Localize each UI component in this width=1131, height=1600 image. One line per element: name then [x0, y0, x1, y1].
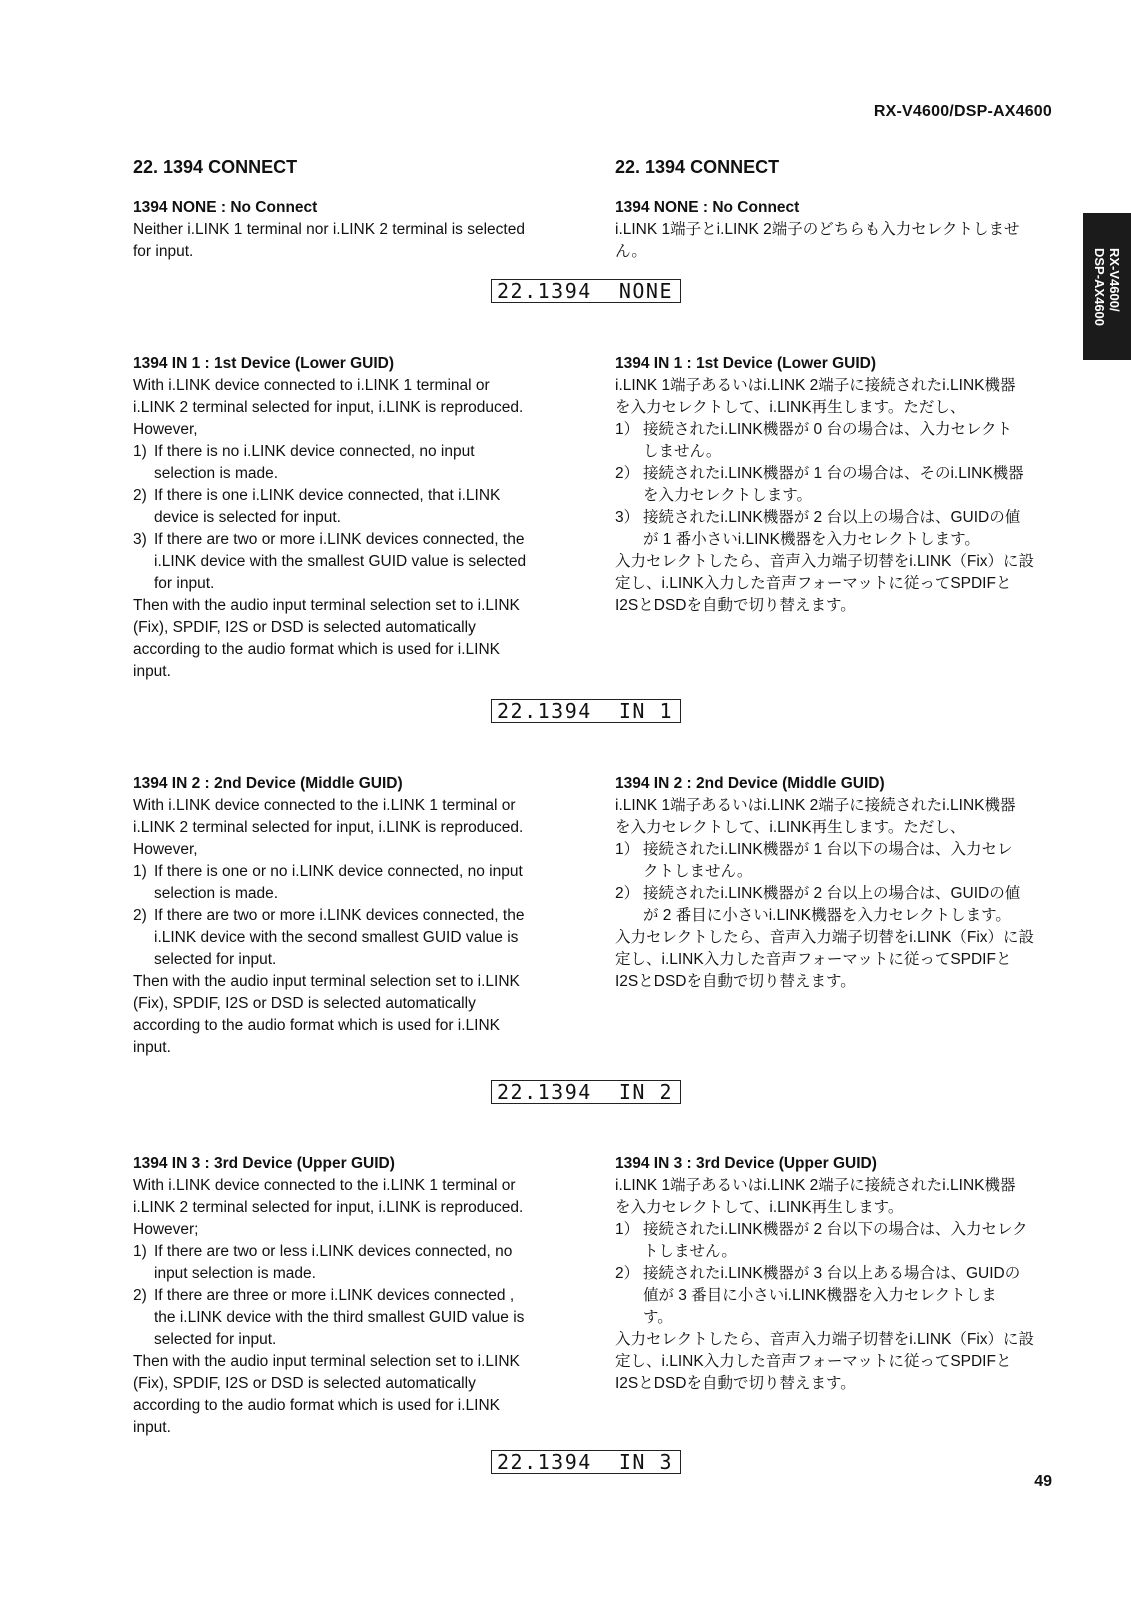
item-number: 2） [615, 885, 640, 902]
en-in3-intro-line: With i.LINK device connected to the i.LINK 1 terminal or [133, 1177, 516, 1194]
en-in1-item [133, 529, 573, 595]
section-title-jp: 22. 1394 CONNECT [615, 157, 780, 177]
item-line: If there are two or more i.LINK devices connected, the [154, 907, 525, 924]
item-number: 1） [615, 1221, 640, 1238]
en-in1-outro-line: input. [133, 663, 171, 680]
item-line: If there is one i.LINK device connected, that i.LINK [154, 487, 501, 504]
display-in2 [491, 1080, 681, 1104]
item-number: 2) [133, 487, 147, 504]
jp-in2-item [615, 883, 1055, 927]
en-in1-intro-line: With i.LINK device connected to i.LINK 1 terminal or [133, 377, 490, 394]
item-line: 接続されたi.LINK機器が 0 台の場合は、入力セレクト [643, 421, 1013, 438]
item-number: 2） [615, 1265, 640, 1282]
en-none-heading: 1394 NONE : No Connect [133, 199, 318, 216]
display-left-text: 22.1394 [497, 1450, 592, 1474]
en-in3-block [133, 1153, 573, 1439]
item-number: 3） [615, 509, 640, 526]
item-line: input selection is made. [154, 1265, 316, 1282]
item-line: If there are two or less i.LINK devices connected, no [154, 1243, 513, 1260]
jp-none-line: ん。 [615, 243, 647, 260]
item-line: If there is no i.LINK device connected, no input [154, 443, 475, 460]
item-line: selected for input. [154, 951, 277, 968]
item-line: 接続されたi.LINK機器が 2 台以上の場合は、GUIDの値 [643, 885, 1021, 902]
en-in2-intro-line: i.LINK 2 terminal selected for input, i.LINK is reproduced. [133, 819, 524, 836]
jp-none-line: i.LINK 1端子とi.LINK 2端子のどちらも入力セレクトしませ [615, 221, 1020, 238]
en-in3-outro-line: (Fix), SPDIF, I2S or DSD is selected automatically [133, 1375, 476, 1392]
display-left-text: 22.1394 [497, 279, 592, 303]
jp-in1-outro-line: 入力セレクトしたら、音声入力端子切替をi.LINK（Fix）に設 [615, 553, 1035, 570]
section-title-en: 22. 1394 CONNECT [133, 157, 298, 177]
jp-in2-intro-line: を入力セレクトして、i.LINK再生します。ただし、 [615, 819, 966, 836]
item-line: しません。 [643, 443, 722, 460]
item-line: 接続されたi.LINK機器が 1 台以下の場合は、入力セレ [643, 841, 1013, 858]
en-in2-item [133, 861, 573, 905]
display-none [491, 279, 681, 303]
en-in3-outro-line: input. [133, 1419, 171, 1436]
side-tab-line1: RX-V4600/ [1107, 247, 1122, 312]
item-line: トしません。 [643, 1243, 737, 1260]
en-in2-block [133, 773, 573, 1059]
en-in2-intro-line: However, [133, 841, 198, 858]
item-line: selection is made. [154, 465, 279, 482]
jp-in3-outro-line: 定し、i.LINK入力した音声フォーマットに従ってSPDIFと [615, 1353, 1012, 1370]
jp-in3-intro-line: を入力セレクトして、i.LINK再生します。 [615, 1199, 904, 1216]
en-in1-item [133, 485, 573, 529]
item-number: 2） [615, 465, 640, 482]
item-line: for input. [154, 575, 215, 592]
display-right-text: IN 1 [618, 699, 673, 723]
en-in3-intro-line: i.LINK 2 terminal selected for input, i.LINK is reproduced. [133, 1199, 524, 1216]
item-line: selection is made. [154, 885, 279, 902]
jp-in3-block [615, 1153, 1055, 1395]
side-tab [1083, 213, 1131, 360]
side-tab-line2: DSP-AX4600 [1092, 247, 1107, 326]
en-in1-outro-line: Then with the audio input terminal selection set to i.LINK [133, 597, 520, 614]
item-line: を入力セレクトします。 [643, 487, 812, 504]
item-line: す。 [643, 1309, 673, 1326]
jp-in3-outro-line: I2SとDSDを自動で切り替えます。 [615, 1375, 856, 1392]
jp-in2-item [615, 839, 1055, 883]
jp-in3-heading: 1394 IN 3 : 3rd Device (Upper GUID) [615, 1155, 877, 1172]
item-line: i.LINK device with the smallest GUID value is selected [154, 553, 527, 570]
jp-in1-intro-line: を入力セレクトして、i.LINK再生します。ただし、 [615, 399, 966, 416]
item-line: クトしません。 [643, 863, 753, 880]
item-line: 接続されたi.LINK機器が 2 台以上の場合は、GUIDの値 [643, 509, 1021, 526]
display-right-text: IN 2 [618, 1080, 673, 1104]
en-in1-outro-line: (Fix), SPDIF, I2S or DSD is selected automatically [133, 619, 476, 636]
jp-in1-outro-line: I2SとDSDを自動で切り替えます。 [615, 597, 856, 614]
item-line: 値が 3 番目に小さいi.LINK機器を入力セレクトしま [643, 1287, 997, 1304]
jp-in2-outro-line: 入力セレクトしたら、音声入力端子切替をi.LINK（Fix）に設 [615, 929, 1035, 946]
jp-in2-heading: 1394 IN 2 : 2nd Device (Middle GUID) [615, 775, 885, 792]
en-in3-outro-line: according to the audio format which is used for i.LINK [133, 1397, 501, 1414]
item-line: が 2 番目に小さいi.LINK機器を入力セレクトします。 [643, 907, 1011, 924]
en-in2-outro-line: Then with the audio input terminal selection set to i.LINK [133, 973, 520, 990]
jp-none-heading: 1394 NONE : No Connect [615, 199, 800, 216]
jp-in1-item [615, 419, 1055, 463]
item-line: 接続されたi.LINK機器が 3 台以上ある場合は、GUIDの [643, 1265, 1021, 1282]
side-tab-text [1092, 247, 1122, 325]
jp-in2-intro-line: i.LINK 1端子あるいはi.LINK 2端子に接続されたi.LINK機器 [615, 797, 1016, 814]
jp-in2-outro-line: I2SとDSDを自動で切り替えます。 [615, 973, 856, 990]
en-in2-outro-line: according to the audio format which is used for i.LINK [133, 1017, 501, 1034]
item-line: 接続されたi.LINK機器が 2 台以下の場合は、入力セレク [643, 1221, 1028, 1238]
page-number: 49 [1034, 1473, 1052, 1490]
item-number: 1） [615, 841, 640, 858]
jp-in1-heading: 1394 IN 1 : 1st Device (Lower GUID) [615, 355, 877, 372]
en-in2-item [133, 905, 573, 971]
en-in2-intro-line: With i.LINK device connected to the i.LINK 1 terminal or [133, 797, 516, 814]
en-in1-outro-line: according to the audio format which is used for i.LINK [133, 641, 501, 658]
jp-in3-item [615, 1263, 1055, 1329]
en-in2-heading: 1394 IN 2 : 2nd Device (Middle GUID) [133, 775, 403, 792]
jp-in1-item [615, 463, 1055, 507]
en-in1-block [133, 353, 573, 683]
en-in1-intro-line: i.LINK 2 terminal selected for input, i.LINK is reproduced. [133, 399, 524, 416]
jp-in3-outro-line: 入力セレクトしたら、音声入力端子切替をi.LINK（Fix）に設 [615, 1331, 1035, 1348]
en-none-line: Neither i.LINK 1 terminal nor i.LINK 2 terminal is selected [133, 221, 525, 238]
item-line: If there are three or more i.LINK devices connected , [154, 1287, 515, 1304]
en-in3-outro-line: Then with the audio input terminal selection set to i.LINK [133, 1353, 520, 1370]
jp-in1-block [615, 353, 1055, 617]
en-in3-heading: 1394 IN 3 : 3rd Device (Upper GUID) [133, 1155, 395, 1172]
item-line: If there is one or no i.LINK device connected, no input [154, 863, 523, 880]
item-number: 2) [133, 907, 147, 924]
jp-none-block [615, 197, 1055, 263]
item-line: device is selected for input. [154, 509, 341, 526]
en-in3-item [133, 1285, 573, 1351]
en-in1-intro-line: However, [133, 421, 198, 438]
display-right-text: NONE [618, 279, 673, 303]
display-in3 [491, 1450, 681, 1474]
en-in1-item [133, 441, 573, 485]
item-number: 2) [133, 1287, 147, 1304]
en-none-block [133, 197, 573, 263]
jp-in2-block [615, 773, 1055, 993]
item-number: 1) [133, 863, 147, 880]
en-none-line: for input. [133, 243, 194, 260]
jp-in2-outro-line: 定し、i.LINK入力した音声フォーマットに従ってSPDIFと [615, 951, 1012, 968]
item-number: 3) [133, 531, 147, 548]
en-in2-outro-line: input. [133, 1039, 171, 1056]
item-line: If there are two or more i.LINK devices connected, the [154, 531, 525, 548]
jp-in1-item [615, 507, 1055, 551]
model-header: RX-V4600/DSP-AX4600 [873, 103, 1052, 120]
jp-in1-intro-line: i.LINK 1端子あるいはi.LINK 2端子に接続されたi.LINK機器 [615, 377, 1016, 394]
display-left-text: 22.1394 [497, 699, 592, 723]
jp-in1-outro-line: 定し、i.LINK入力した音声フォーマットに従ってSPDIFと [615, 575, 1012, 592]
en-in2-outro-line: (Fix), SPDIF, I2S or DSD is selected automatically [133, 995, 476, 1012]
item-line: i.LINK device with the second smallest GUID value is [154, 929, 519, 946]
item-number: 1) [133, 1243, 147, 1260]
item-number: 1) [133, 443, 147, 460]
item-line: が 1 番小さいi.LINK機器を入力セレクトします。 [643, 531, 980, 548]
display-left-text: 22.1394 [497, 1080, 592, 1104]
item-line: selected for input. [154, 1331, 277, 1348]
item-line: 接続されたi.LINK機器が 1 台の場合は、そのi.LINK機器 [643, 465, 1024, 482]
item-number: 1） [615, 421, 640, 438]
en-in3-item [133, 1241, 573, 1285]
jp-in3-intro-line: i.LINK 1端子あるいはi.LINK 2端子に接続されたi.LINK機器 [615, 1177, 1016, 1194]
display-right-text: IN 3 [618, 1450, 673, 1474]
display-in1 [491, 699, 681, 723]
item-line: the i.LINK device with the third smallest GUID value is [154, 1309, 525, 1326]
jp-in3-item [615, 1219, 1055, 1263]
en-in3-intro-line: However; [133, 1221, 199, 1238]
en-in1-heading: 1394 IN 1 : 1st Device (Lower GUID) [133, 355, 395, 372]
